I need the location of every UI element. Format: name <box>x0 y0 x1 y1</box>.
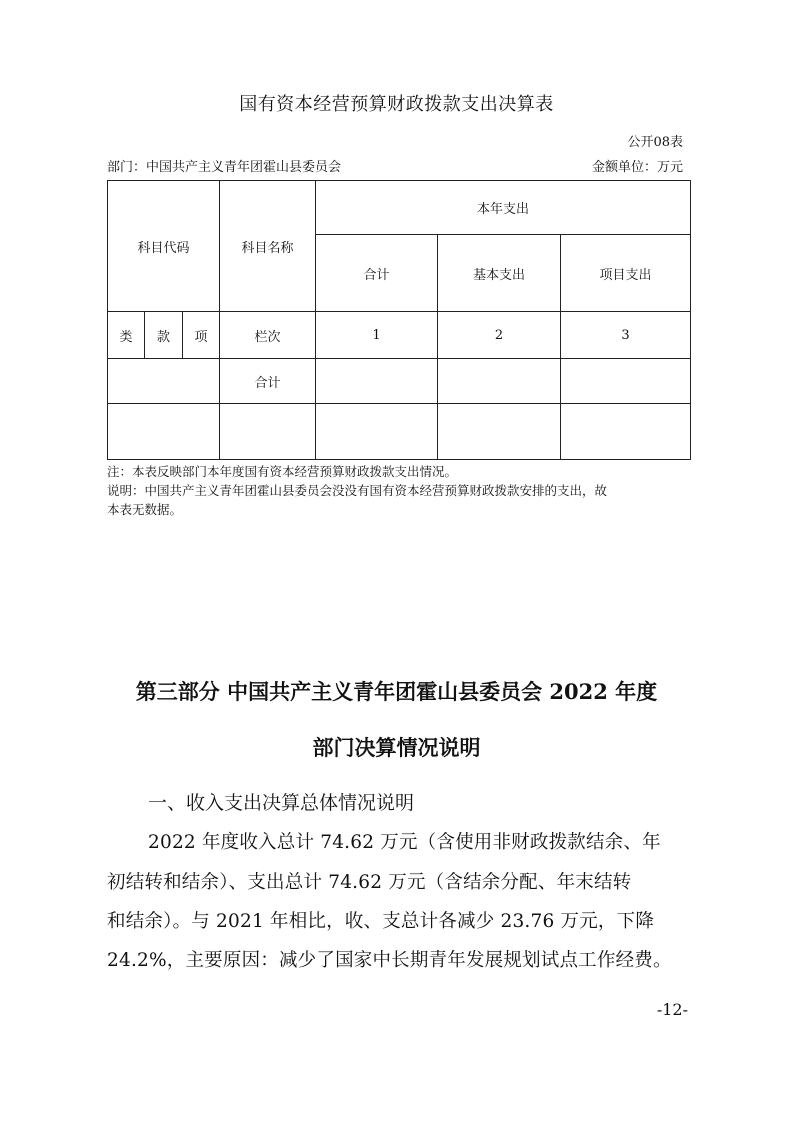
header-subject-code: 科目代码 <box>108 181 220 312</box>
page-number: -12- <box>656 1000 688 1019</box>
header-row-1 <box>108 181 691 235</box>
column-index-row <box>108 312 691 359</box>
empty-project-cell <box>561 404 691 460</box>
table-note: 注：本表反映部门本年度国有资本经营预算财政拨款支出情况。 <box>107 464 458 479</box>
header-column-number: 栏次 <box>220 312 316 359</box>
total-row-code-cell <box>108 359 220 404</box>
header-current-year-expenditure: 本年支出 <box>316 181 691 235</box>
department-label: 部门：中国共产主义青年团霍山县委员会 <box>107 160 342 175</box>
header-total: 合计 <box>316 235 438 312</box>
total-row-project-cell <box>561 359 691 404</box>
form-number: 公开08表 <box>627 135 683 150</box>
body-paragraph-line-4: 24.2%，主要原因：减少了国家中长期青年发展规划试点工作经费。 <box>107 950 672 971</box>
empty-name-cell <box>220 404 316 460</box>
header-basic-expenditure: 基本支出 <box>438 235 561 312</box>
empty-code-cell <box>108 404 220 460</box>
header-item: 项 <box>183 312 220 359</box>
table-title: 国有资本经营预算财政拨款支出决算表 <box>239 94 554 115</box>
header-subject-name: 科目名称 <box>220 181 316 312</box>
total-row-basic-cell <box>438 359 561 404</box>
header-project-expenditure: 项目支出 <box>561 235 691 312</box>
total-row <box>108 359 691 404</box>
table-explanation-line-2: 本表无数据。 <box>107 502 183 517</box>
header-section: 款 <box>145 312 183 359</box>
expenditure-table <box>107 180 691 460</box>
subsection-heading: 一、收入支出决算总体情况说明 <box>148 792 415 814</box>
body-paragraph-line-1: 2022 年度收入总计 74.62 万元（含使用非财政拨款结余、年 <box>148 832 661 853</box>
body-paragraph-line-3: 和结余）。与 2021 年相比，收、支总计各减少 23.76 万元，下降 <box>107 911 655 932</box>
column-number-1: 1 <box>316 312 438 359</box>
column-number-3: 3 <box>561 312 691 359</box>
total-row-total-cell <box>316 359 438 404</box>
header-category: 类 <box>108 312 145 359</box>
total-row-label: 合计 <box>220 359 316 404</box>
column-number-2: 2 <box>438 312 561 359</box>
amount-unit-label: 金额单位：万元 <box>591 160 683 175</box>
empty-data-row <box>108 404 691 460</box>
section-title-line-2: 部门决算情况说明 <box>312 735 481 760</box>
section-title-line-1: 第三部分 中国共产主义青年团霍山县委员会 2022 年度 <box>135 679 658 704</box>
table-explanation-line-1: 说明：中国共产主义青年团霍山县委员会没没有国有资本经营预算财政拨款安排的支出，故 <box>107 483 608 498</box>
body-paragraph-line-2: 初结转和结余）、支出总计 74.62 万元（含结余分配、年末结转 <box>107 872 632 893</box>
empty-basic-cell <box>438 404 561 460</box>
empty-total-cell <box>316 404 438 460</box>
